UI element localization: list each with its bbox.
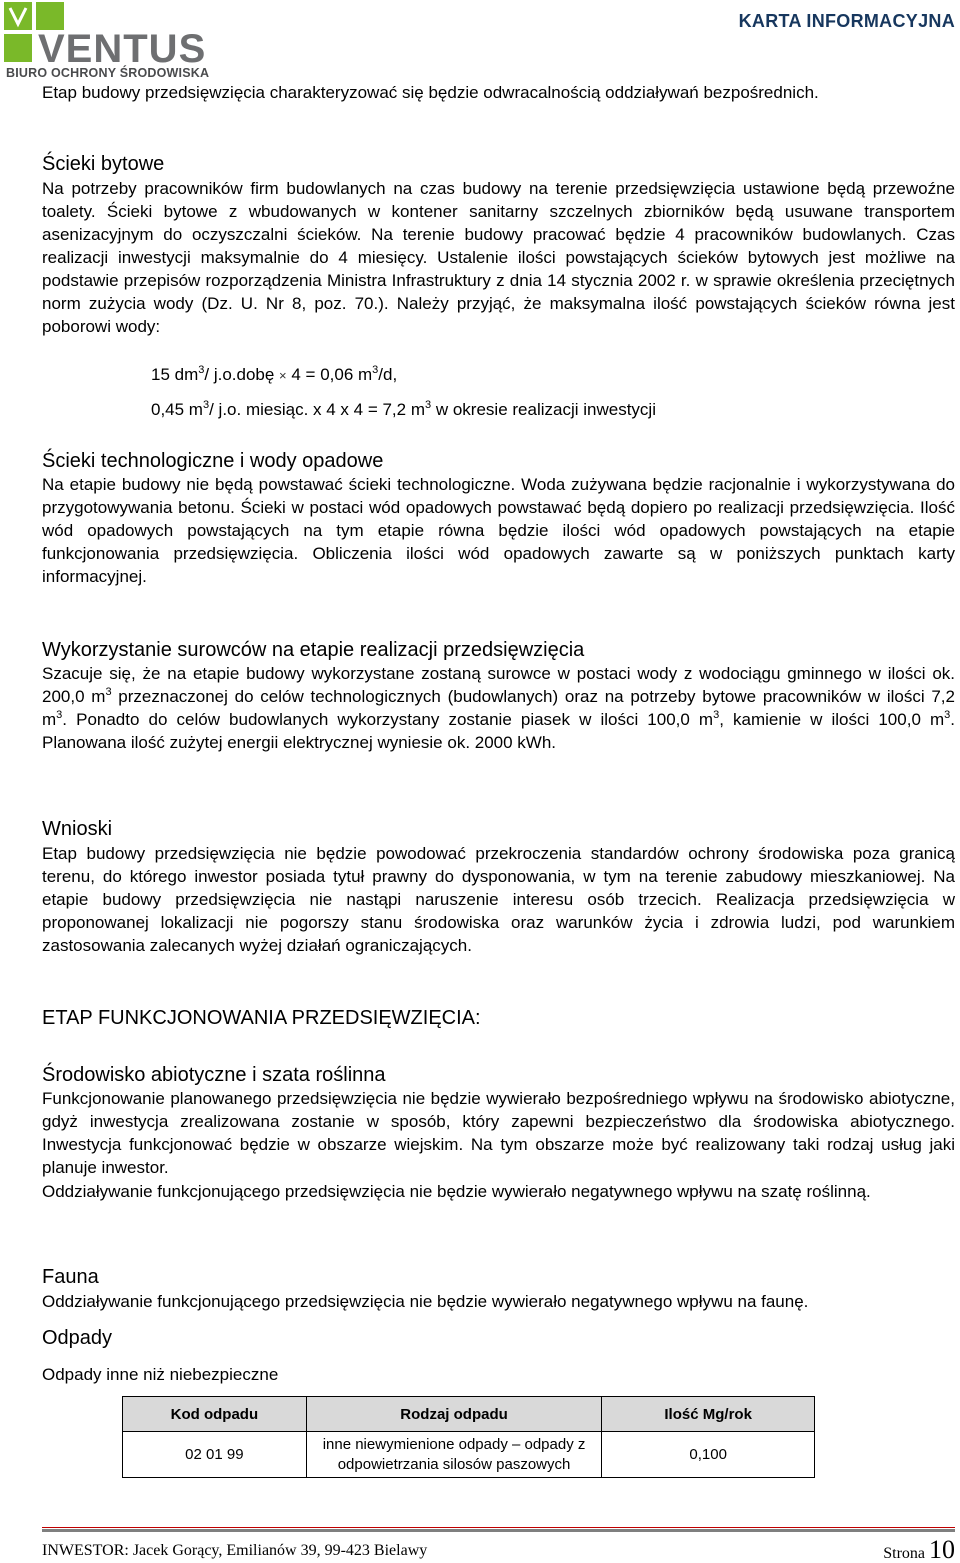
waste-table — [122, 1396, 815, 1478]
heading-fauna: Fauna — [42, 1266, 99, 1288]
paragraph-fauna: Oddziaływanie funkcjonującego przedsięwzięcia nie będzie wywierało negatywnego wpływu na faunę. — [42, 1292, 809, 1311]
paragraph-abiotic: Funkcjonowanie planowanego przedsięwzięcia nie będzie wywierało bezpośredniego wpływu na środowisko abiotyczne, gdyż inwestycja zrealizowana zostanie w sposób, który zapewni bezpieczeństwo dla środowiska abiotycznego. Inwestycja funkcjonować będzie w obszarze wiejskim. Na tym obszarze może być realizowany taki rodzaj usług jaki planuje inwestor. — [42, 1089, 955, 1177]
multiply-sign-icon: × — [279, 368, 287, 383]
column-header-amount: Ilość Mg/rok — [602, 1397, 815, 1432]
page-label: Strona — [883, 1545, 925, 1562]
table-header-row — [123, 1397, 815, 1432]
cell-waste-code: 02 01 99 — [123, 1432, 307, 1478]
table-row — [123, 1432, 815, 1478]
page-number — [883, 1535, 955, 1563]
paragraph-raw-materials: Szacuje się, że na etapie budowy wykorzystane zostaną surowce w postaci wody z wodociągu gminnego w ilości ok. 200,0 $m^3$ przeznaczonej do celów technologicznych (budowlanych) oraz na potrzeby bytowe pracowników w ilości 7,2 $m^3$. Ponadto do celów budowlanych wykorzystany zostanie piasek w ilości 100,0 $m^3$, kamienie w ilości 100,0 $m^3$. Planowana ilość zużytej energii elektrycznej wyniesie ok. 2000 kWh. — [42, 664, 955, 752]
calculation-daily: 15 $dm^3/$ j.o.dobę × 4 = 0,06 $m^3/d$, — [151, 364, 398, 384]
ventus-logo — [4, 2, 234, 80]
column-header-type: Rodzaj odpadu — [306, 1397, 602, 1432]
calculation-total: 0,45 $m^3/$ j.o. miesiąc. x 4 x 4 = 7,2 $m^3$ w okresie realizacji inwestycji — [151, 399, 656, 419]
heading-domestic-sewage: Ścieki bytowe — [42, 153, 165, 175]
paragraph-conclusions: Etap budowy przedsięwzięcia nie będzie powodować przekroczenia standardów ochrony środowiska poza granicą terenu, do którego inwestor posiada tytuł prawny do dysponowania, w tym na terenie zabudowy mieszkaniowej. Na etapie budowy przedsięwzięcia nie nastąpi naruszenie interesu osób trzecich. Realizacja przedsięwzięcia w proponowanej lokalizacji nie pogorszy stanu środowiska oraz warunków życia i zdrowia ludzi, pod warunkiem zastosowania zalecanych wyżej działań ograniczających. — [42, 844, 955, 955]
heading-tech-sewage: Ścieki technologiczne i wody opadowe — [42, 450, 384, 472]
page-number-value: 10 — [929, 1535, 955, 1563]
paragraph-tech-sewage: Na etapie budowy nie będą powstawać ścieki technologiczne. Woda zużywana będzie racjonalnie i wykorzystywana do przygotowywania betonu. Ścieki w postaci wód opadowych powstawać będą dopiero po realizacji przedsięwzięcia. Ilość wód opadowych powstających na tym etapie równa będzie ilości wód opadowych powstających na etapie funkcjonowania przedsięwzięcia. Obliczenia ilości wód opadowych zawarte są w poniższych punktach karty informacyjnej. — [42, 475, 955, 586]
cell-waste-type: inne niewymienione odpady – odpady z odpowietrzania silosów paszowych — [306, 1432, 602, 1478]
column-header-code: Kod odpadu — [123, 1397, 307, 1432]
heading-abiotic: Środowisko abiotyczne i szata roślinna — [42, 1064, 386, 1086]
heading-waste: Odpady — [42, 1327, 113, 1349]
document-type: KARTA INFORMACYJNA — [738, 11, 955, 31]
heading-operation-stage: ETAP FUNKCJONOWANIA PRZEDSIĘWZIĘCIA: — [42, 1007, 481, 1029]
heading-raw-materials: Wykorzystanie surowców na etapie realizacji przedsięwzięcia — [42, 639, 585, 661]
logo-wordmark: VENTUS — [38, 27, 207, 71]
paragraph-intro: Etap budowy przedsięwzięcia charakteryzować się będzie odwracalnością oddziaływań bezpośrednich. — [42, 83, 819, 102]
paragraph-domestic-sewage: Na potrzeby pracowników firm budowlanych na czas budowy na terenie przedsięwzięcia ustawione będą przewoźne toalety. Ścieki bytowe z wbudowanych w kontener sanitarny szczelnych zbiorników będą usuwane transportem asenizacyjnym do oczyszczalni ścieków. Na terenie budowy pracować będzie 4 pracowników budowlanych. Czas realizacji inwestycji maksymalnie do 4 miesięcy. Ustalenie ilości powstających ścieków bytowych jest możliwe na podstawie przepisów rozporządzenia Ministra Infrastruktury z dnia 14 stycznia 2002 r. w sprawie określenia przeciętnych norm zużycia wody (Dz. U. Nr 8, poz. 70.). Należy przyjąć, że maksymalna ilość powstających ścieków równa jest poborowi wody: — [42, 179, 955, 336]
paragraph-vegetation: Oddziaływanie funkcjonującego przedsięwzięcia nie będzie wywierało negatywnego wpływu na szatę roślinną. — [42, 1182, 871, 1201]
cell-waste-amount: 0,100 — [602, 1432, 815, 1478]
logo-subtitle: BIURO OCHRONY ŚRODOWISKA — [6, 66, 210, 80]
footer-divider — [42, 1527, 955, 1532]
paragraph-waste: Odpady inne niż niebezpieczne — [42, 1365, 279, 1384]
footer-investor: INWESTOR: Jacek Gorący, Emilianów 39, 99-423 Bielawy — [42, 1542, 428, 1559]
heading-conclusions: Wnioski — [42, 818, 113, 840]
